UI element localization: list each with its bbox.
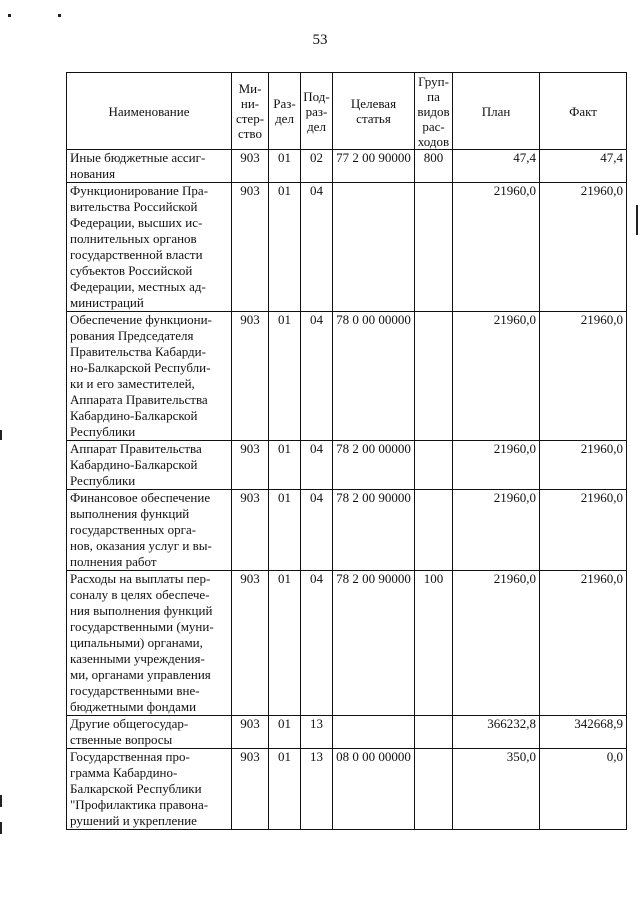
cell-target xyxy=(333,183,415,312)
cell-name: Другие общегосудар- ственные вопросы xyxy=(67,716,232,749)
table-row xyxy=(67,749,627,830)
cell-section: 01 xyxy=(269,490,301,571)
cell-section: 01 xyxy=(269,441,301,490)
cell-plan: 21960,0 xyxy=(453,312,540,441)
cell-plan: 21960,0 xyxy=(453,441,540,490)
cell-name: Иные бюджетные ассиг- нования xyxy=(67,150,232,183)
cell-subsection: 04 xyxy=(301,441,333,490)
cell-fact: 342668,9 xyxy=(540,716,627,749)
scan-dot xyxy=(8,14,11,17)
table-row xyxy=(67,150,627,183)
cell-section: 01 xyxy=(269,571,301,716)
scan-edge-mark xyxy=(0,430,2,440)
table-body xyxy=(67,150,627,830)
table-row xyxy=(67,571,627,716)
cell-section: 01 xyxy=(269,183,301,312)
cell-ministry: 903 xyxy=(232,150,269,183)
budget-table xyxy=(66,72,627,830)
header-row xyxy=(67,73,627,150)
table-row xyxy=(67,490,627,571)
cell-plan: 47,4 xyxy=(453,150,540,183)
cell-name: Функционирование Пра- вительства Российской Федерации, высших ис- полнительных органов государственной власти субъектов Российской Федерации, местных ад- министраций xyxy=(67,183,232,312)
cell-target: 08 0 00 00000 xyxy=(333,749,415,830)
cell-subsection: 04 xyxy=(301,183,333,312)
table-header xyxy=(67,73,627,150)
header-group: Груп- па видов рас- ходов xyxy=(415,73,453,150)
cell-name: Обеспечение функциони- рования Председателя Правительства Кабарди- но-Балкарской Республи- ки и его заместителей, Аппарата Правительства Кабардино-Балкарской Республики xyxy=(67,312,232,441)
cell-fact: 0,0 xyxy=(540,749,627,830)
cell-fact: 21960,0 xyxy=(540,490,627,571)
cell-group xyxy=(415,312,453,441)
cell-name: Государственная про- грамма Кабардино- Балкарской Республики "Профилактика правона- рушений и укрепление xyxy=(67,749,232,830)
cell-ministry: 903 xyxy=(232,312,269,441)
cell-ministry: 903 xyxy=(232,441,269,490)
cell-name: Финансовое обеспечение выполнения функций государственных орга- нов, оказания услуг и вы- полнения работ xyxy=(67,490,232,571)
cell-fact: 21960,0 xyxy=(540,312,627,441)
cell-section: 01 xyxy=(269,150,301,183)
scan-dot xyxy=(58,14,61,17)
cell-group xyxy=(415,490,453,571)
cell-subsection: 13 xyxy=(301,749,333,830)
cell-subsection: 04 xyxy=(301,571,333,716)
scan-edge-mark xyxy=(0,795,2,807)
header-plan: План xyxy=(453,73,540,150)
cell-subsection: 02 xyxy=(301,150,333,183)
cell-section: 01 xyxy=(269,312,301,441)
cell-target: 77 2 00 90000 xyxy=(333,150,415,183)
cell-ministry: 903 xyxy=(232,749,269,830)
scan-edge-mark xyxy=(0,822,2,834)
cell-ministry: 903 xyxy=(232,490,269,571)
cell-target: 78 2 00 90000 xyxy=(333,571,415,716)
cell-group xyxy=(415,441,453,490)
cell-plan: 21960,0 xyxy=(453,183,540,312)
cell-target: 78 2 00 00000 xyxy=(333,441,415,490)
cell-name: Аппарат Правительства Кабардино-Балкарской Республики xyxy=(67,441,232,490)
cell-plan: 350,0 xyxy=(453,749,540,830)
cell-group: 800 xyxy=(415,150,453,183)
cell-ministry: 903 xyxy=(232,716,269,749)
cell-plan: 21960,0 xyxy=(453,571,540,716)
cell-ministry: 903 xyxy=(232,571,269,716)
table-row xyxy=(67,716,627,749)
cell-section: 01 xyxy=(269,749,301,830)
cell-plan: 366232,8 xyxy=(453,716,540,749)
header-name: Наименование xyxy=(67,73,232,150)
header-ministry: Ми- ни- стер- ство xyxy=(232,73,269,150)
table-row xyxy=(67,441,627,490)
cell-fact: 47,4 xyxy=(540,150,627,183)
cell-fact: 21960,0 xyxy=(540,183,627,312)
scan-edge-mark xyxy=(636,205,638,235)
cell-group xyxy=(415,749,453,830)
table-row xyxy=(67,183,627,312)
page-number: 53 xyxy=(312,32,328,48)
cell-subsection: 04 xyxy=(301,312,333,441)
table-row xyxy=(67,312,627,441)
cell-group xyxy=(415,716,453,749)
cell-target xyxy=(333,716,415,749)
cell-plan: 21960,0 xyxy=(453,490,540,571)
cell-group: 100 xyxy=(415,571,453,716)
header-subsection: Под- раз- дел xyxy=(301,73,333,150)
cell-subsection: 13 xyxy=(301,716,333,749)
cell-group xyxy=(415,183,453,312)
cell-fact: 21960,0 xyxy=(540,441,627,490)
cell-subsection: 04 xyxy=(301,490,333,571)
header-fact: Факт xyxy=(540,73,627,150)
cell-fact: 21960,0 xyxy=(540,571,627,716)
cell-target: 78 0 00 00000 xyxy=(333,312,415,441)
cell-ministry: 903 xyxy=(232,183,269,312)
cell-name: Расходы на выплаты пер- соналу в целях обеспече- ния выполнения функций государственными (муни- ципальными) органами, казенными учреждения- ми, органами управления государственными вне- бюджетными фондами xyxy=(67,571,232,716)
cell-target: 78 2 00 90000 xyxy=(333,490,415,571)
cell-section: 01 xyxy=(269,716,301,749)
header-target: Целевая статья xyxy=(333,73,415,150)
header-section: Раз- дел xyxy=(269,73,301,150)
